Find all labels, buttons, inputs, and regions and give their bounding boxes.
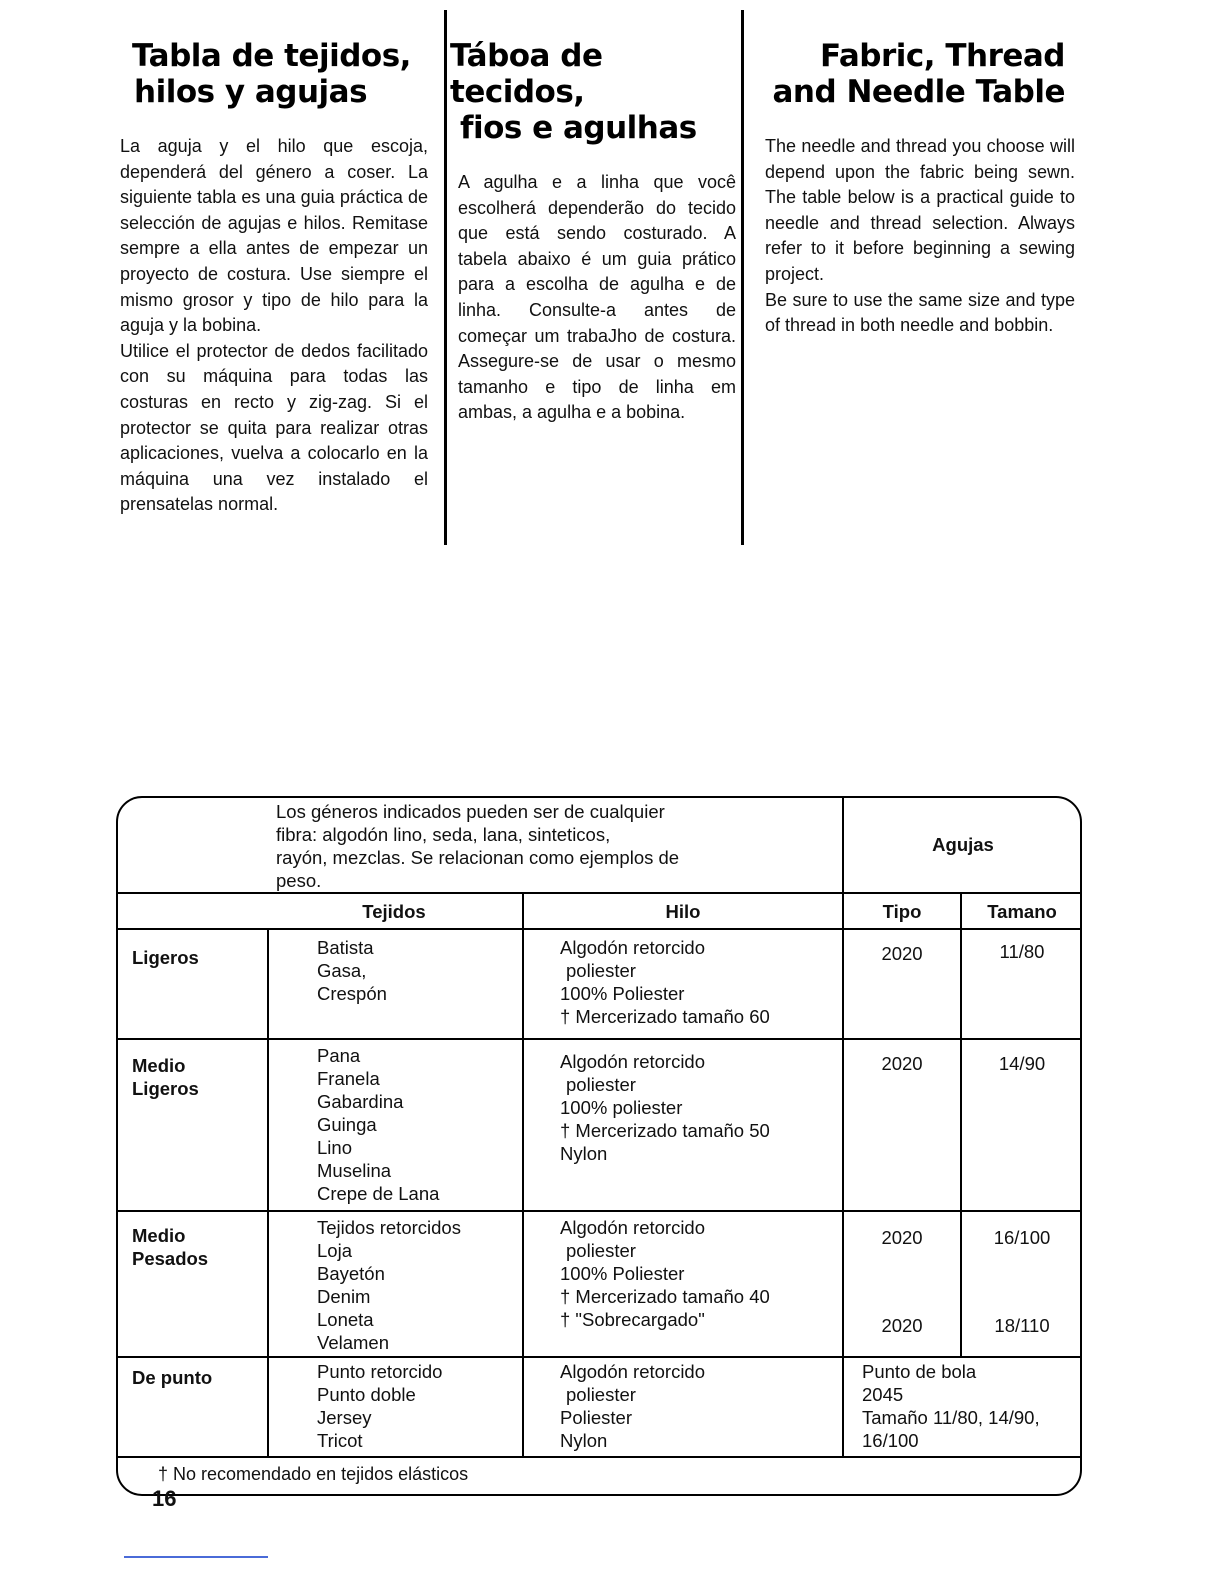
fabrics-cell: Punto retorcido Punto doble Jersey Tricot xyxy=(268,1357,523,1457)
agujas-header: Agujas xyxy=(843,796,1082,893)
category-cell: Medio Ligeros xyxy=(116,1039,268,1211)
column-portuguese xyxy=(450,38,736,426)
table-row xyxy=(116,1039,1082,1211)
footnote: † No recomendado en tejidos elásticos xyxy=(158,1464,469,1484)
table-header-row xyxy=(116,893,1082,929)
tamano-cell: 11/80 xyxy=(961,929,1082,1039)
threads-cell: Algodón retorcido poliester 100% Poliester † Mercerizado tamaño 40 † "Sobrecargado" xyxy=(523,1211,843,1357)
fabrics-cell: Pana Franela Gabardina Guinga Lino Muselina Crepe de Lana xyxy=(268,1039,523,1211)
table-row xyxy=(116,929,1082,1039)
body-portuguese: A agulha e a linha que você escolherá dependerão do tecido que está sendo costurado. A tabela abaixo é um guia prático para a escolha de agulha e de linha. Consulte-a antes de começar um trabaJho de costura. Assegure-se de usar o mesmo tamanho e tipo de linha em ambas, a agulha e a bobina. xyxy=(458,172,736,423)
column-divider-2 xyxy=(741,10,744,545)
footer-rule xyxy=(124,1556,268,1558)
column-english xyxy=(765,38,1075,339)
body-spanish-2: Utilice el protector de dedos facilitado con su máquina para todas las costuras en recto y zig-zag. Si el protector se quita para realizar otras aplicaciones, vuelva a colocarlo en la máquina una vez instalado el prensatelas normal. xyxy=(120,340,428,515)
page-number: 16 xyxy=(152,1486,177,1511)
category-cell: De punto xyxy=(116,1357,268,1457)
category-cell: Ligeros xyxy=(116,929,268,1039)
fabrics-cell: Batista Gasa, Crespón xyxy=(268,929,523,1039)
tipo-cell: 2020 xyxy=(843,929,961,1039)
tamano-cell: 16/100 18/110 xyxy=(961,1211,1082,1357)
table-intro: Los géneros indicados pueden ser de cualquier fibra: algodón lino, seda, lana, sinteticos, rayón, mezclas. Se relacionan como ejemplos de peso. xyxy=(116,796,843,893)
tamano-header: Tamano xyxy=(961,893,1082,929)
fabrics-cell: Tejidos retorcidos Loja Bayetón Denim Loneta Velamen xyxy=(268,1211,523,1357)
table-row xyxy=(116,1357,1082,1457)
title-portuguese: Táboa de tecidos, fios e agulhas xyxy=(450,38,697,146)
column-spanish xyxy=(120,38,428,518)
title-spanish: Tabla de tejidos, hilos y agujas xyxy=(132,38,411,110)
hilo-header: Hilo xyxy=(523,893,843,929)
threads-cell: Algodón retorcido poliester 100% Poliester † Mercerizado tamaño 60 xyxy=(523,929,843,1039)
body-spanish: La aguja y el hilo que escoja, dependerá del género a coser. La siguiente tabla es una guia práctica de selección de agujas e hilos. Remitase sempre a ella antes de empezar un proyecto de costura. Use siempre el mismo grosor y tipo de hilo para la aguja y la bobina. xyxy=(120,136,428,336)
category-cell: Medio Pesados xyxy=(116,1211,268,1357)
body-english: The needle and thread you choose will depend upon the fabric being sewn. The table below is a practical guide to needle and thread selection. Always refer to it before beginning a sewing project. xyxy=(765,136,1075,284)
tipo-cell: 2020 xyxy=(843,1039,961,1211)
fabric-table xyxy=(116,796,1082,1458)
tejidos-header: Tejidos xyxy=(116,893,523,929)
tipo-header: Tipo xyxy=(843,893,961,929)
needle-cell: Punto de bola 2045 Tamaño 11/80, 14/90, 16/100 xyxy=(843,1357,1082,1457)
threads-cell: Algodón retorcido poliester Poliester Nylon xyxy=(523,1357,843,1457)
table-row xyxy=(116,1211,1082,1357)
column-divider-1 xyxy=(444,10,447,545)
title-english: Fabric, Thread and Needle Table xyxy=(772,38,1065,110)
tipo-cell: 2020 2020 xyxy=(843,1211,961,1357)
threads-cell: Algodón retorcido poliester 100% poliester † Mercerizado tamaño 50 Nylon xyxy=(523,1039,843,1211)
tamano-cell: 14/90 xyxy=(961,1039,1082,1211)
body-english-2: Be sure to use the same size and type of thread in both needle and bobbin. xyxy=(765,289,1075,336)
table-intro-row xyxy=(116,796,1082,893)
